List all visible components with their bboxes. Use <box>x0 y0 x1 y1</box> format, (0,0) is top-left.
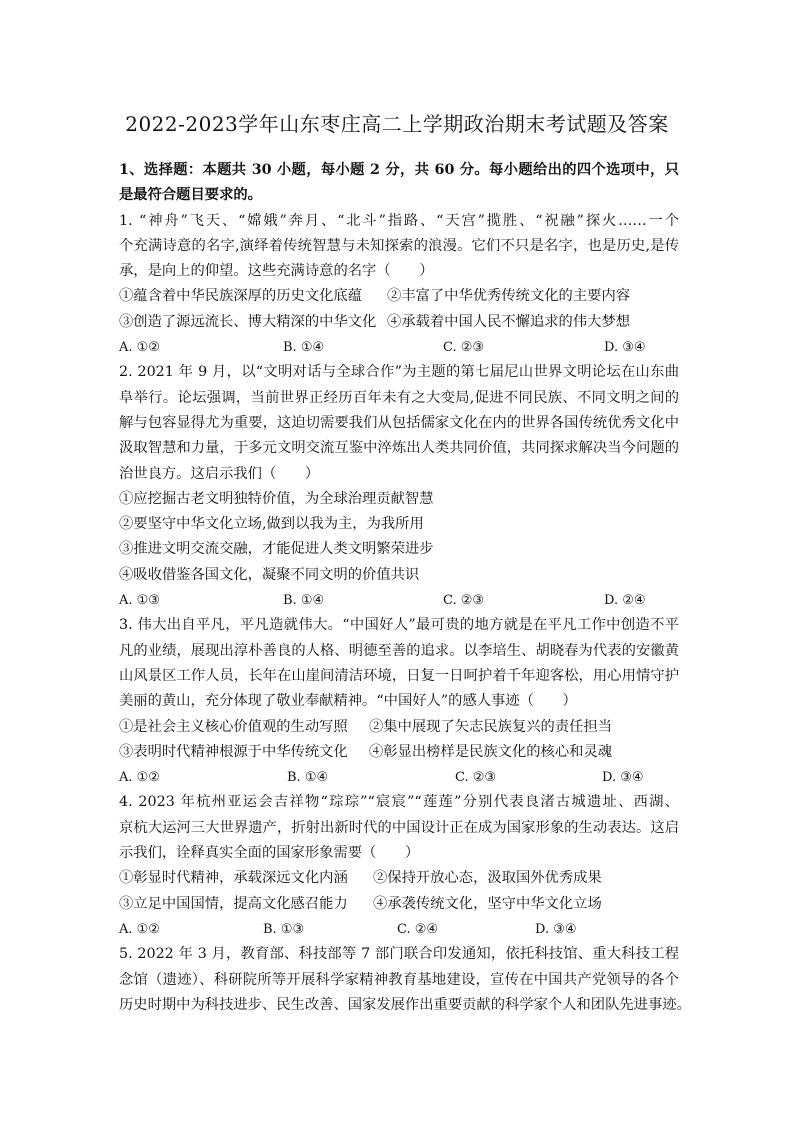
question-stem: 3. 伟大出自平凡，平凡造就伟大。“中国好人”最可贵的地方就是在平凡工作中创造不平 <box>119 617 679 634</box>
answer-option: D. ③④ <box>602 770 644 786</box>
answer-option: C. ②④ <box>397 921 439 937</box>
answer-option: D. ②④ <box>604 593 646 609</box>
options-row <box>119 588 679 613</box>
question-stem: 汲取智慧和力量，于多元文明交流互鉴中淬炼出人类共同价值，共同探求解决当今问题的 <box>119 440 679 457</box>
answer-option: B. ①④ <box>287 770 329 786</box>
answer-option: D. ③④ <box>604 340 646 356</box>
section-instruction: 是最符合题目要求的。 <box>119 187 262 204</box>
statement-row <box>119 310 679 335</box>
question-stem: 承，是向上的仰望。这些充满诗意的名字（ ） <box>119 263 434 280</box>
answer-option: A. ①② <box>119 921 160 937</box>
answer-option: C. ②③ <box>443 340 485 356</box>
options-row <box>119 765 679 790</box>
question-stem: 5. 2022 年 3 月，教育部、科技部等 7 部门联合印发通知，依托科技馆、重大科技工程 <box>119 946 679 963</box>
question-stem: 念馆（遗迹）、科研院所等开展科学家精神教育基地建设，宣传在中国共产党领导的各个 <box>119 971 679 988</box>
statement: ③创造了源远流长、博大精深的中华文化 <box>119 313 377 330</box>
answer-option: A. ①② <box>119 340 160 356</box>
answer-option: B. ①④ <box>283 340 325 356</box>
question-stem: 美丽的黄山，充分体现了敬业奉献精神。“中国好人”的感人事迹（ ） <box>119 693 577 710</box>
statement-row <box>119 740 679 765</box>
answer-option: A. ①③ <box>119 593 160 609</box>
question-stem: 示我们，诠释真实全面的国家形象需要（ ） <box>119 845 420 862</box>
statement: ①是社会主义核心价值观的生动写照 <box>119 718 348 735</box>
answer-option: A. ①② <box>119 770 160 786</box>
statement-row <box>119 892 679 917</box>
statement-row <box>119 487 679 512</box>
statement-row <box>119 284 679 309</box>
statement: ③立足中国国情，提高文化感召能力 <box>119 895 348 912</box>
options-row <box>119 335 679 360</box>
statement: ②要坚守中华文化立场,做到以我为主，为我所用 <box>119 516 424 533</box>
question-stem: 京杭大运河三大世界遗产，折射出新时代的中国设计正在成为国家形象的生动表达。这启 <box>119 819 679 836</box>
question-stem: 阜举行。论坛强调，当前世界正经历百年未有之大变局,促进不同民族、不同文明之间的 <box>119 389 679 406</box>
statement-row <box>119 537 679 562</box>
statement: ④彰显出榜样是民族文化的核心和灵魂 <box>369 743 613 760</box>
options-row <box>119 917 679 942</box>
question-stem: 2. 2021 年 9 月，以“文明对话与全球合作”为主题的第七届尼山世界文明论坛在山东曲 <box>119 364 679 381</box>
statement: ④吸收借鉴各国文化，凝聚不同文明的价值共识 <box>119 566 420 583</box>
statement-row <box>119 512 679 537</box>
question-stem: 山风景区工作人员，长年在山崖间清洁环境，日复一日呵护着千年迎客松，用心用情守护 <box>119 667 679 684</box>
statement: ③表明时代精神根源于中华传统文化 <box>119 743 348 760</box>
question-stem: 4. 2023 年杭州亚运会吉祥物“琮琮”“宸宸”“莲莲”分别代表良渚古城遗址、西湖、 <box>119 794 679 811</box>
answer-option: B. ①④ <box>283 593 325 609</box>
document-body <box>119 158 691 1018</box>
section-instruction: 1、选择题：本题共 30 小题，每小题 2 分，共 60 分。每小题给出的四个选项中，只 <box>119 162 679 178</box>
question-stem: 解与包容显得尤为重要，这迫切需要我们从包括儒家文化在内的世界各国传统优秀文化中 <box>119 414 679 431</box>
statement: ①彰显时代精神，承载深远文化内涵 <box>119 870 348 887</box>
question-stem: 凡的业绩，展现出淳朴善良的人格、明德至善的追求。以李培生、胡晓春为代表的安徽黄 <box>119 642 679 659</box>
statement: ④承载着中国人民不懈追求的伟大梦想 <box>387 313 631 330</box>
statement: ①蕴含着中华民族深厚的历史文化底蕴 <box>119 288 363 305</box>
document-title: 2022-2023学年山东枣庄高二上学期政治期末考试题及答案 <box>125 112 669 136</box>
question-stem: 历史时期中为科技进步、民生改善、国家发展作出重要贡献的科学家个人和团队先进事迹。 <box>119 996 691 1013</box>
answer-option: D. ③④ <box>535 921 577 937</box>
statement: ②丰富了中华优秀传统文化的主要内容 <box>387 288 631 305</box>
statement-row <box>119 563 679 588</box>
question-stem: 1. “神舟”飞天、“嫦娥”奔月、“北斗”指路、“天宫”揽胜、“祝融”探火……一个 <box>119 212 679 229</box>
question-stem: 治世良方。这启示我们（ ） <box>119 465 320 482</box>
statement: ①应挖掘古老文明独特价值，为全球治理贡献智慧 <box>119 490 434 507</box>
answer-option: B. ①③ <box>263 921 305 937</box>
statement: ②保持开放心态，汲取国外优秀成果 <box>373 870 602 887</box>
statement: ④承袭传统文化，坚守中华文化立场 <box>373 895 602 912</box>
statement: ②集中展现了矢志民族复兴的责任担当 <box>369 718 613 735</box>
answer-option: C. ②③ <box>443 593 485 609</box>
answer-option: C. ②③ <box>455 770 497 786</box>
question-stem: 个充满诗意的名字,演绎着传统智慧与未知探索的浪漫。它们不只是名字，也是历史,是传 <box>119 237 679 254</box>
statement: ③推进文明交流交融，才能促进人类文明繁荣进步 <box>119 541 434 558</box>
statement-row <box>119 715 679 740</box>
statement-row <box>119 866 679 891</box>
